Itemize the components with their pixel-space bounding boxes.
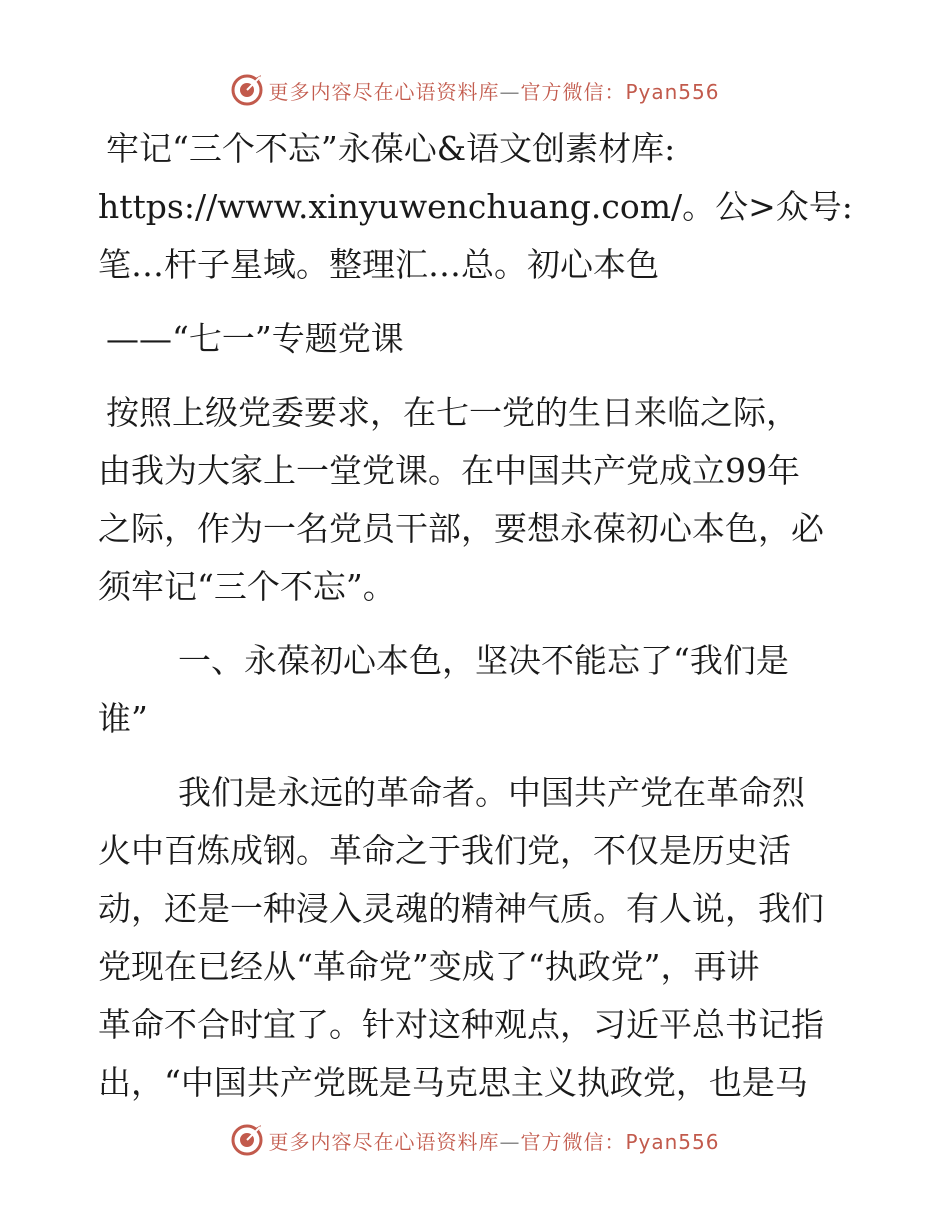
paragraph-line: 按照上级党委要求，在七一党的生日来临之际，: [106, 393, 799, 432]
paragraph-line: 之际，作为一名党员干部，要想永葆初心本色，必: [98, 509, 824, 548]
paragraph-line: 牢记“三个不忘”永葆心&语文创素材库:: [106, 129, 676, 168]
paragraph-line: 出，“中国共产党既是马克思主义执政党，也是马: [98, 1063, 808, 1102]
header-banner: [0, 70, 950, 110]
paragraph-line: 动，还是一种浸入灵魂的精神气质。有人说，我们: [98, 889, 824, 928]
document-body: [98, 120, 858, 1112]
paragraph-line: 我们是永远的革命者。中国共产党在革命烈: [178, 773, 805, 812]
section-heading: 谁”: [98, 699, 148, 738]
paragraph-line: 须牢记“三个不忘”。: [98, 567, 396, 606]
paragraph-line: 党现在已经从“革命党”变成了“执政党”，再讲: [98, 947, 760, 986]
paragraph-line: 火中百炼成钢。革命之于我们党，不仅是历史活: [98, 831, 791, 870]
paragraph-line: 由我为大家上一堂党课。在中国共产党成立99年: [98, 451, 800, 490]
banner-text: 更多内容尽在心语资料库—官方微信：Pyan556: [268, 1129, 720, 1154]
seal-logo-icon: [230, 73, 264, 107]
paragraph-line: 革命不合时宜了。针对这种观点，习近平总书记指: [98, 1005, 824, 1044]
paragraph-line: 笔…杆子星域。整理汇…总。初心本色: [98, 245, 659, 284]
subtitle: ——“七一”专题党课: [106, 319, 404, 358]
footer-banner: [0, 1120, 950, 1160]
banner-text: 更多内容尽在心语资料库—官方微信：Pyan556: [268, 79, 720, 104]
seal-logo-icon: [230, 1123, 264, 1157]
paragraph-line: https://www.xinyuwenchuang.com/。公>众号:: [98, 187, 853, 226]
section-heading: 一、永葆初心本色，坚决不能忘了“我们是: [178, 641, 789, 680]
